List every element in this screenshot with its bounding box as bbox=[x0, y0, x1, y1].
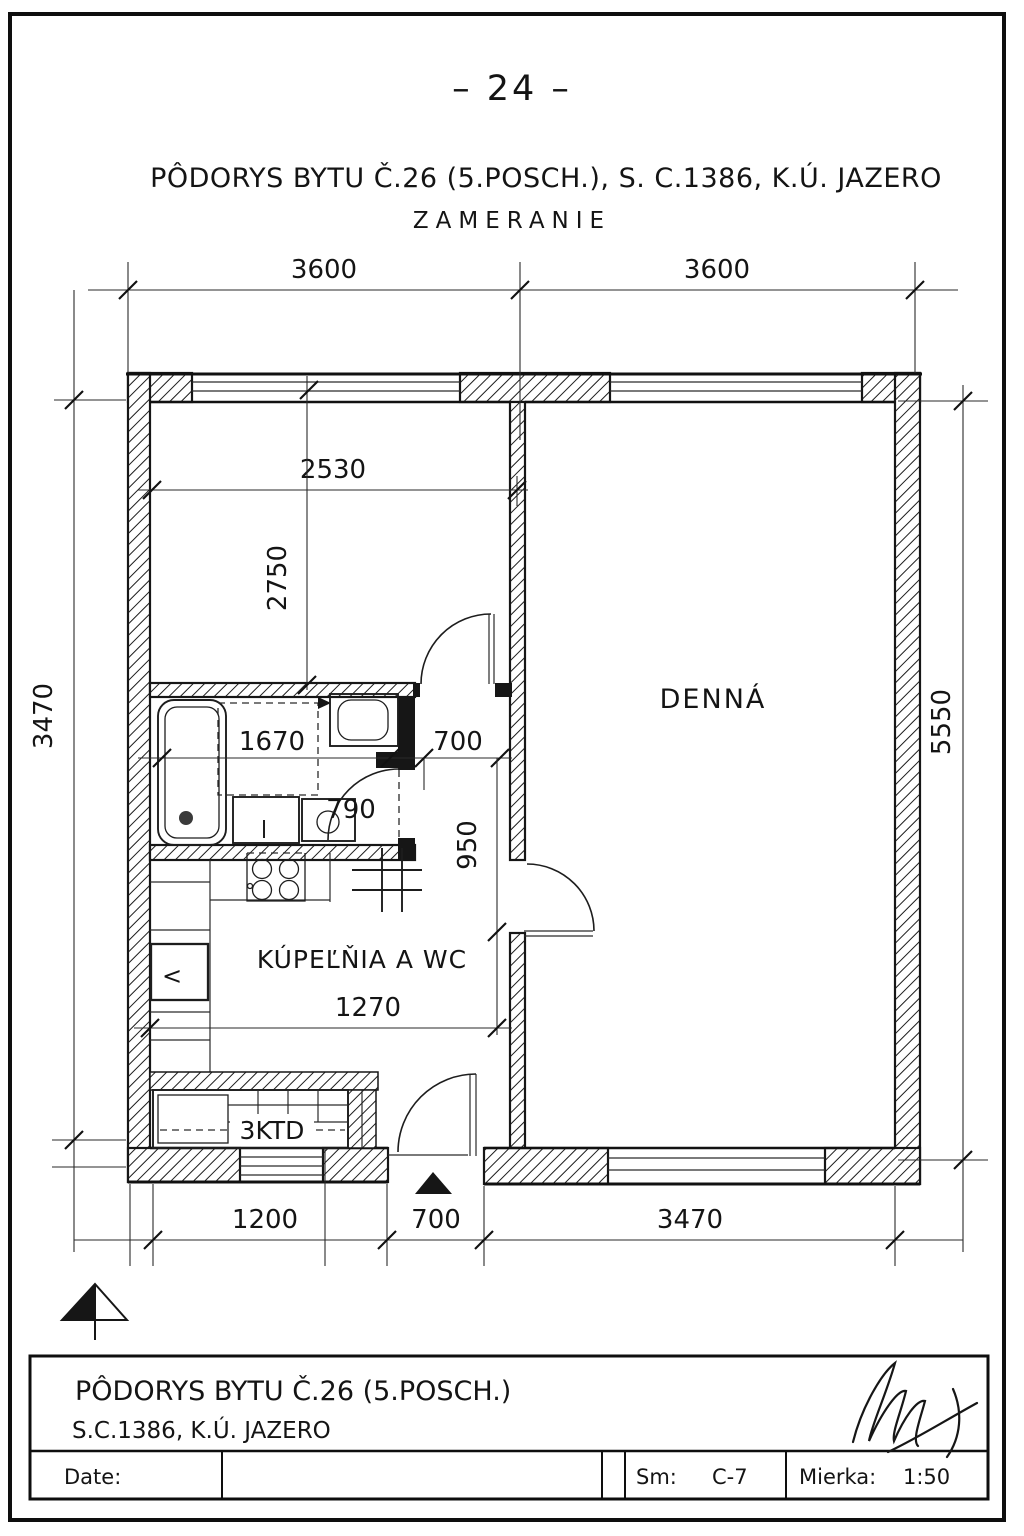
dim-entrance-width: 700 bbox=[411, 1205, 461, 1235]
dim-side-left: 3470 bbox=[29, 682, 59, 750]
dim-bath-door: 790 bbox=[326, 795, 376, 825]
entrance-marker-icon bbox=[415, 1172, 452, 1194]
dim-window-width: 1200 bbox=[231, 1205, 299, 1235]
drawing-title: PÔDORYS BYTU Č.26 (5.POSCH.), S. C.1386, K.Ú. JAZERO bbox=[150, 163, 942, 194]
page-border bbox=[10, 14, 1004, 1520]
date-label: Date: bbox=[64, 1465, 122, 1489]
door-arc-entrance bbox=[398, 1074, 476, 1152]
dim-living-width: 3470 bbox=[656, 1205, 724, 1235]
scale-value: 1:50 bbox=[903, 1465, 951, 1489]
scale-label: Mierka: bbox=[799, 1465, 877, 1489]
title-block-subtitle: S.C.1386, K.Ú. JAZERO bbox=[72, 1418, 331, 1444]
stove-burner bbox=[253, 881, 272, 900]
door-frame-stub bbox=[413, 683, 420, 697]
kitchen-unit-label: 3KTD bbox=[239, 1116, 305, 1145]
walls bbox=[126, 373, 922, 1184]
title-block-title: PÔDORYS BYTU Č.26 (5.POSCH.) bbox=[75, 1376, 512, 1407]
balcony-unit bbox=[150, 1072, 378, 1148]
drawing-subtitle: ZAMERANIE bbox=[412, 208, 612, 234]
wall-center-lower bbox=[510, 933, 525, 1148]
balcony-sill bbox=[150, 1072, 378, 1090]
dim-top-right: 3600 bbox=[683, 255, 751, 285]
dim-top-left: 3600 bbox=[290, 255, 358, 285]
wall-pier-top-middle bbox=[460, 373, 610, 402]
wall-bottom-living-left bbox=[484, 1148, 608, 1184]
washbasin-bowl bbox=[338, 700, 388, 740]
dim-hall-depth: 950 bbox=[453, 820, 483, 870]
fridge-mark: < bbox=[162, 962, 183, 990]
wall-bottom-pier bbox=[323, 1148, 388, 1182]
wall-bathroom-bottom bbox=[150, 845, 415, 860]
wall-bathroom-right-upper bbox=[398, 697, 415, 770]
door-frame-stub bbox=[495, 683, 512, 697]
door-arc-bedroom bbox=[421, 614, 491, 684]
north-arrow-icon bbox=[62, 1284, 127, 1340]
stove-pilot bbox=[248, 884, 253, 889]
dim-room-width: 2530 bbox=[299, 455, 367, 485]
wall-bottom-living-right bbox=[825, 1148, 920, 1184]
bathtub bbox=[158, 700, 226, 845]
dimensions bbox=[29, 255, 988, 1266]
dim-side-right: 5550 bbox=[927, 688, 957, 756]
signature bbox=[853, 1363, 977, 1457]
page-number: – 24 – bbox=[452, 69, 572, 109]
dim-kitchen-width: 1270 bbox=[334, 993, 402, 1023]
kitchen-unit-box bbox=[158, 1095, 228, 1143]
room-label-bathroom: KÚPEĽŇIA A WC bbox=[256, 945, 468, 974]
header bbox=[150, 69, 942, 234]
wall-bathroom-right-lower bbox=[398, 838, 415, 860]
dim-bath-width: 1670 bbox=[238, 727, 306, 757]
arrow-icon bbox=[318, 697, 331, 709]
stove-burner bbox=[280, 881, 299, 900]
title-block bbox=[30, 1356, 988, 1499]
stove-burner bbox=[280, 860, 299, 879]
dim-room-depth: 2750 bbox=[263, 544, 293, 612]
wall-right bbox=[895, 373, 920, 1184]
room-label-living: DENNÁ bbox=[659, 684, 767, 715]
washing-machine bbox=[233, 797, 299, 843]
dim-hall-width: 700 bbox=[433, 727, 483, 757]
wall-center-upper bbox=[510, 402, 525, 860]
wall-bottom-corner bbox=[128, 1148, 240, 1182]
sheet-label: Sm: bbox=[636, 1465, 677, 1489]
door-arc-living bbox=[527, 864, 594, 931]
sheet-value: C-7 bbox=[712, 1465, 748, 1489]
stove-burner bbox=[253, 860, 272, 879]
bathtub-drain bbox=[179, 811, 193, 825]
